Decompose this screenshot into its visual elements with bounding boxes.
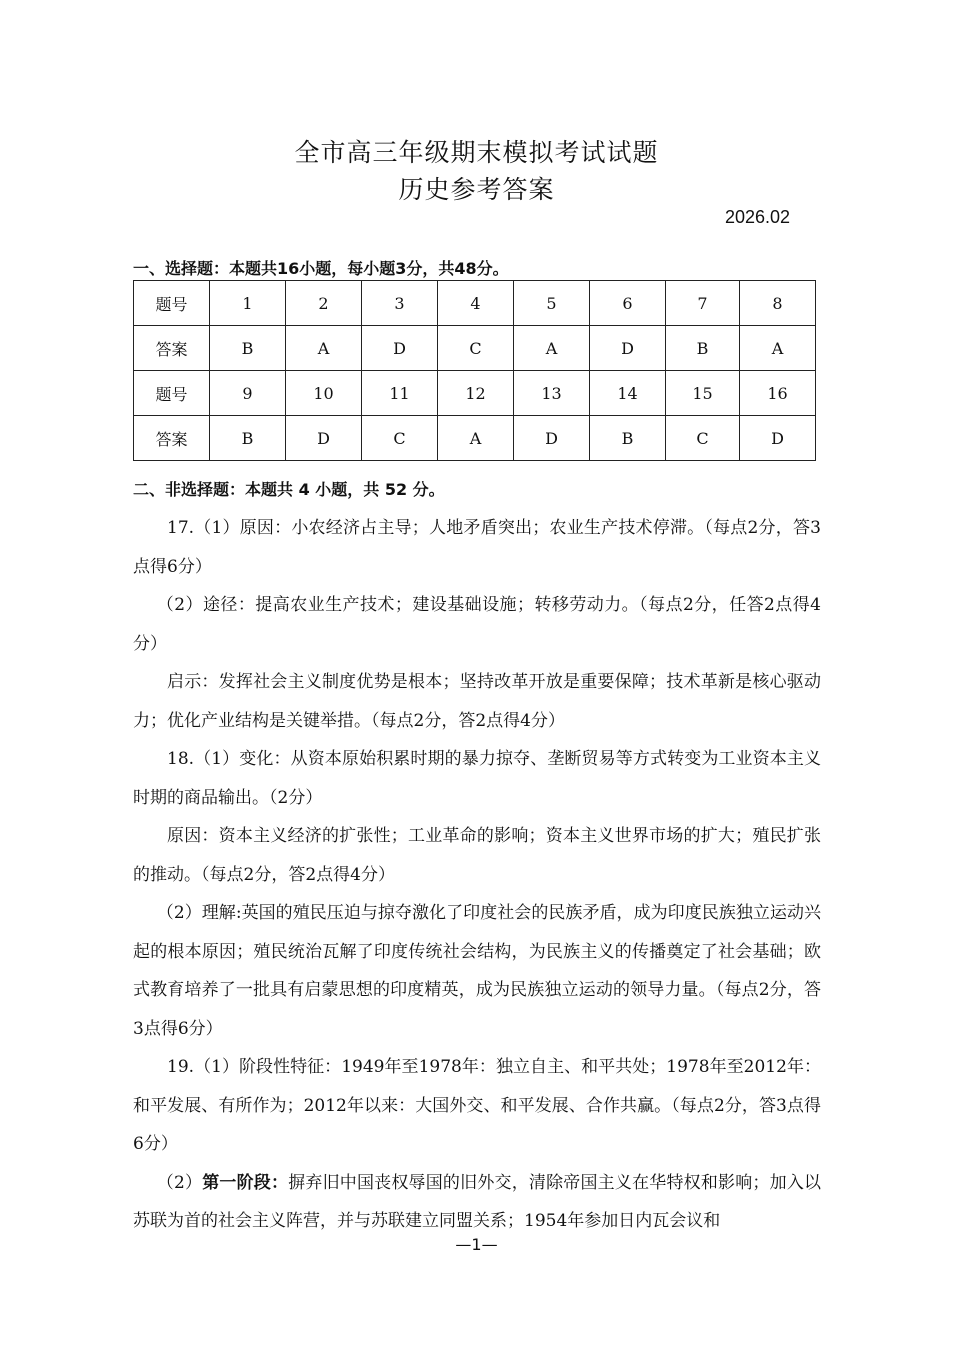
table-cell: D <box>362 326 438 371</box>
table-cell: D <box>740 416 816 461</box>
table-cell: 2 <box>286 281 362 326</box>
q18-part2: （2）理解:英国的殖民压迫与掠夺激化了印度社会的民族矛盾，成为印度民族独立运动兴起的根本原因；殖民统治瓦解了印度传统社会结构，为民族主义的传播奠定了社会基础；欧式教育培养了一批具有启蒙思想的印度精英，成为民族独立运动的领导力量。（每点2分，答3点得6分） <box>133 903 821 1039</box>
table-cell: 9 <box>210 371 286 416</box>
section2-heading: 二、非选择题：本题共 4 小题，共 52 分。 <box>133 480 445 499</box>
table-cell: B <box>210 416 286 461</box>
row-label: 题号 <box>134 281 210 326</box>
table-cell: 3 <box>362 281 438 326</box>
table-cell: 13 <box>514 371 590 416</box>
table-cell: 7 <box>666 281 740 326</box>
table-row <box>134 326 816 371</box>
table-row <box>134 371 816 416</box>
section1-heading: 一、选择题：本题共16小题，每小题3分，共48分。 <box>133 259 509 278</box>
q19-part2 <box>133 1164 821 1241</box>
document-title: 全市高三年级期末模拟考试试题 <box>294 138 659 167</box>
table-cell: A <box>740 326 816 371</box>
table-cell: A <box>514 326 590 371</box>
table-cell: 14 <box>590 371 666 416</box>
row-label: 题号 <box>134 371 210 416</box>
table-row <box>134 281 816 326</box>
table-cell: A <box>438 416 514 461</box>
table-cell: 15 <box>666 371 740 416</box>
table-cell: 12 <box>438 371 514 416</box>
page-number: —1— <box>455 1235 498 1254</box>
table-cell: 5 <box>514 281 590 326</box>
q17-insight: 启示：发挥社会主义制度优势是根本；坚持改革开放是重要保障；技术革新是核心驱动力；优化产业结构是关键举措。（每点2分，答2点得4分） <box>133 672 821 731</box>
table-cell: 8 <box>740 281 816 326</box>
q17-part1: 17.（1）原因：小农经济占主导；人地矛盾突出；农业生产技术停滞。（每点2分，答3点得6分） <box>133 518 821 577</box>
q19-part1: 19.（1）阶段性特征：1949年至1978年：独立自主、和平共处；1978年至2012年：和平发展、有所作为；2012年以来：大国外交、和平发展、合作共赢。（每点2分，答3点得6分） <box>133 1057 821 1154</box>
table-cell: 6 <box>590 281 666 326</box>
document-subtitle: 历史参考答案 <box>398 175 555 204</box>
row-label: 答案 <box>134 326 210 371</box>
table-cell: B <box>666 326 740 371</box>
table-cell: C <box>666 416 740 461</box>
document-date: 2026.02 <box>725 207 791 227</box>
table-cell: 1 <box>210 281 286 326</box>
table-cell: C <box>362 416 438 461</box>
q18-reasons: 原因：资本主义经济的扩张性；工业革命的影响；资本主义世界市场的扩大；殖民扩张的推动。（每点2分，答2点得4分） <box>133 826 821 885</box>
row-label: 答案 <box>134 416 210 461</box>
q19-part2-prefix: （2） <box>156 1172 203 1193</box>
q19-part2-text: 摒弃旧中国丧权辱国的旧外交，清除帝国主义在华特权和影响；加入以苏联为首的社会主义阵营，并与苏联建立同盟关系；1954年参加日内瓦会议和 <box>133 1172 822 1231</box>
q17-part2: （2）途径：提高农业生产技术；建设基础设施；转移劳动力。（每点2分，任答2点得4分） <box>133 595 821 654</box>
table-cell: D <box>286 416 362 461</box>
q18-part1: 18.（1）变化：从资本原始积累时期的暴力掠夺、垄断贸易等方式转变为工业资本主义时期的商品输出。（2分） <box>133 749 821 808</box>
table-cell: C <box>438 326 514 371</box>
table-cell: D <box>514 416 590 461</box>
table-cell: B <box>590 416 666 461</box>
table-cell: D <box>590 326 666 371</box>
answer-body <box>133 509 821 1241</box>
q19-stage-label: 第一阶段： <box>202 1172 289 1193</box>
table-cell: A <box>286 326 362 371</box>
table-cell: 11 <box>362 371 438 416</box>
table-cell: 10 <box>286 371 362 416</box>
table-row <box>134 416 816 461</box>
table-cell: B <box>210 326 286 371</box>
table-cell: 4 <box>438 281 514 326</box>
table-cell: 16 <box>740 371 816 416</box>
answer-table <box>133 280 816 461</box>
